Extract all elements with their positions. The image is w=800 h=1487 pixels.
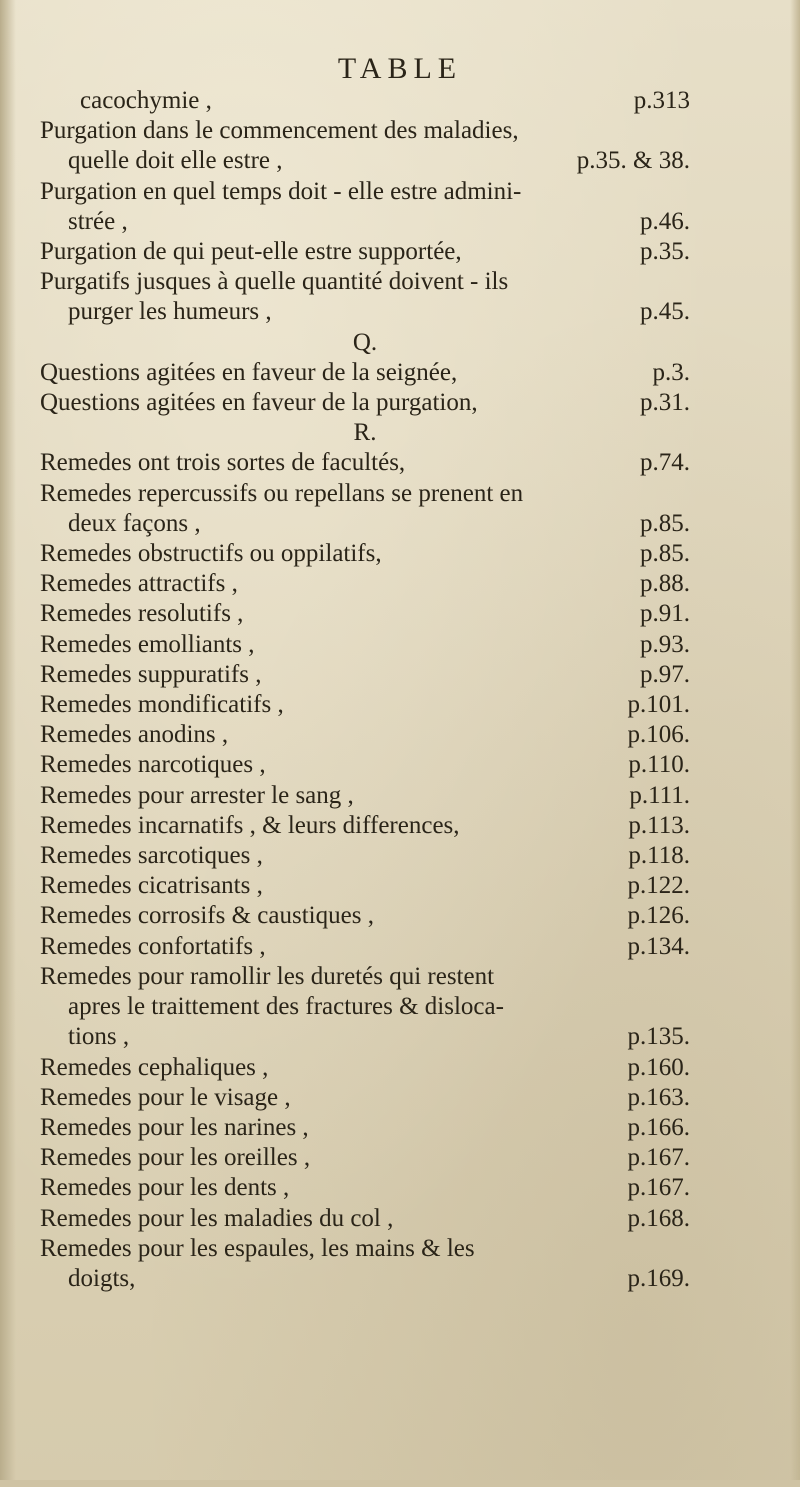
entry-page-ref: p.31.: [640, 389, 690, 417]
index-entry: [40, 690, 690, 720]
entry-text-continued: tions ,: [68, 1023, 130, 1051]
entry-text: Remedes pour ramollir les duretés qui restent: [40, 962, 495, 990]
index-entry: [40, 448, 690, 478]
entry-text: Remedes mondificatifs ,: [40, 691, 284, 719]
entry-page-ref: p.167.: [627, 1144, 690, 1172]
entry-text: Remedes pour le visage ,: [40, 1083, 291, 1111]
page-edge-right: [790, 0, 800, 1487]
entry-text: Remedes incarnatifs , & leurs differences,: [40, 811, 460, 839]
entry-text: Remedes repercussifs ou repellans se prenent en: [40, 479, 524, 507]
entry-text: Purgation de qui peut-elle estre supportée,: [40, 238, 462, 266]
entry-page-ref: p.167.: [627, 1174, 690, 1202]
index-entry: [40, 177, 690, 237]
entry-page-ref: p.88.: [640, 570, 690, 598]
entry-page-ref: p.122.: [627, 872, 690, 900]
entry-text: Remedes pour arrester le sang ,: [40, 781, 354, 809]
index-entry: [40, 116, 690, 176]
entry-text: Remedes confortatifs ,: [40, 932, 266, 960]
entry-page-ref: p.313: [633, 87, 690, 114]
entry-page-ref: p.91.: [640, 600, 690, 628]
entry-text: Remedes cicatrisants ,: [40, 872, 263, 900]
entry-last-line: [40, 1022, 690, 1052]
entry-page-ref: p.160.: [627, 1053, 690, 1081]
entry-page-ref: p.169.: [627, 1264, 690, 1292]
entry-text: Remedes suppuratifs ,: [40, 660, 262, 688]
index-entry: [40, 781, 690, 811]
entry-page-ref: p.106.: [627, 721, 690, 749]
index-entry: [40, 358, 690, 388]
index-entry: [40, 1204, 690, 1234]
entry-text-continued: doigts,: [68, 1264, 136, 1292]
entry-last-line: [40, 1264, 690, 1294]
index-entry: [40, 1173, 690, 1203]
page-header: [0, 52, 800, 86]
index-entry: [40, 1053, 690, 1083]
index-entry: [40, 811, 690, 841]
entry-text: Remedes resolutifs ,: [40, 600, 244, 628]
entry-text: Purgation en quel temps doit - elle estre admini-: [40, 177, 522, 205]
index-entry: [40, 86, 690, 116]
entry-page-ref: p.134.: [627, 932, 690, 960]
index-entry: [40, 539, 690, 569]
entry-text-continued: quelle doit elle estre ,: [68, 147, 283, 175]
index-entry: [40, 388, 690, 418]
index-entry: [40, 569, 690, 599]
index-entry: [40, 660, 690, 690]
index-entry: [40, 1143, 690, 1173]
entry-page-ref: p.3.: [652, 358, 690, 386]
entry-page-ref: p.35.: [640, 238, 690, 266]
index-entry: [40, 1234, 690, 1294]
entry-last-line: [40, 146, 690, 176]
index-entry: [40, 750, 690, 780]
entry-text-continued: apres le traittement des fractures & disloca-: [68, 993, 504, 1021]
section-letter-q: Q.: [352, 328, 378, 356]
entry-text: Remedes sarcotiques ,: [40, 842, 263, 870]
entry-page-ref: p.97.: [640, 660, 690, 688]
entry-text: Remedes pour les narines ,: [40, 1113, 309, 1141]
entry-page-ref: p.113.: [628, 811, 690, 839]
index-entry: [40, 871, 690, 901]
index-entry: [40, 630, 690, 660]
entry-page-ref: p.35. & 38.: [576, 147, 690, 175]
entry-page-ref: p.101.: [627, 691, 690, 719]
index-entry: [40, 237, 690, 267]
index-entry: [40, 720, 690, 750]
entry-page-ref: p.45.: [640, 298, 690, 326]
entry-text: Remedes anodins ,: [40, 721, 229, 749]
index-entry: [40, 599, 690, 629]
entry-page-ref: p.135.: [627, 1023, 690, 1051]
page-bottom-edge: [0, 1480, 800, 1487]
entry-page-ref: p.93.: [640, 630, 690, 658]
entry-text: Remedes pour les espaules, les mains & les: [40, 1234, 475, 1262]
entry-last-line: [40, 207, 690, 237]
entry-text: Remedes ont trois sortes de facultés,: [40, 449, 406, 477]
entry-text: Remedes pour les dents ,: [40, 1174, 290, 1202]
section-letter-r: R.: [353, 419, 377, 447]
entry-text: Questions agitées en faveur de la seignée,: [40, 358, 458, 386]
entry-page-ref: p.163.: [627, 1083, 690, 1111]
entry-last-line: [40, 297, 690, 327]
entry-text: Remedes obstructifs ou oppilatifs,: [40, 540, 382, 568]
entry-page-ref: p.85.: [640, 540, 690, 568]
entry-text: Remedes cephaliques ,: [40, 1053, 269, 1081]
entry-text: Remedes pour les maladies du col ,: [40, 1204, 394, 1232]
entry-page-ref: p.166.: [627, 1113, 690, 1141]
entry-page-ref: p.126.: [627, 902, 690, 930]
entry-text-continued: deux façons ,: [68, 509, 201, 537]
entry-text: Remedes corrosifs & caustiques ,: [40, 902, 374, 930]
index-entry: [40, 479, 690, 539]
entry-text: Purgation dans le commencement des maladies,: [40, 117, 519, 145]
entry-text: Remedes pour les oreilles ,: [40, 1144, 311, 1172]
index-entry: [40, 901, 690, 931]
entry-page-ref: p.118.: [628, 842, 690, 870]
page-edge-left: [0, 0, 16, 1487]
entry-page-ref: p.85.: [640, 509, 690, 537]
entry-text-continued: purger les humeurs ,: [68, 298, 272, 326]
index-entry: [40, 932, 690, 962]
entry-page-ref: p.168.: [627, 1204, 690, 1232]
entry-text: Questions agitées en faveur de la purgation,: [40, 389, 478, 417]
header-title: TABLE: [337, 52, 463, 85]
index-entry: [40, 841, 690, 871]
entry-text: cacochymie ,: [80, 87, 212, 114]
entry-text: Remedes emolliants ,: [40, 630, 255, 658]
entry-page-ref: p.46.: [640, 207, 690, 235]
entry-page-ref: p.111.: [629, 781, 690, 809]
entry-last-line: [40, 509, 690, 539]
index-entry: [40, 267, 690, 327]
index-entries: [40, 86, 690, 1294]
index-entry: [40, 1083, 690, 1113]
index-entry: [40, 1113, 690, 1143]
entry-text: Remedes attractifs ,: [40, 570, 238, 598]
index-entry: [40, 962, 690, 1053]
entry-text: Remedes narcotiques ,: [40, 751, 266, 779]
entry-page-ref: p.110.: [628, 751, 690, 779]
entry-text: Purgatifs jusques à quelle quantité doivent - ils: [40, 268, 509, 296]
entry-text-continued: strée ,: [68, 207, 128, 235]
entry-page-ref: p.74.: [640, 449, 690, 477]
